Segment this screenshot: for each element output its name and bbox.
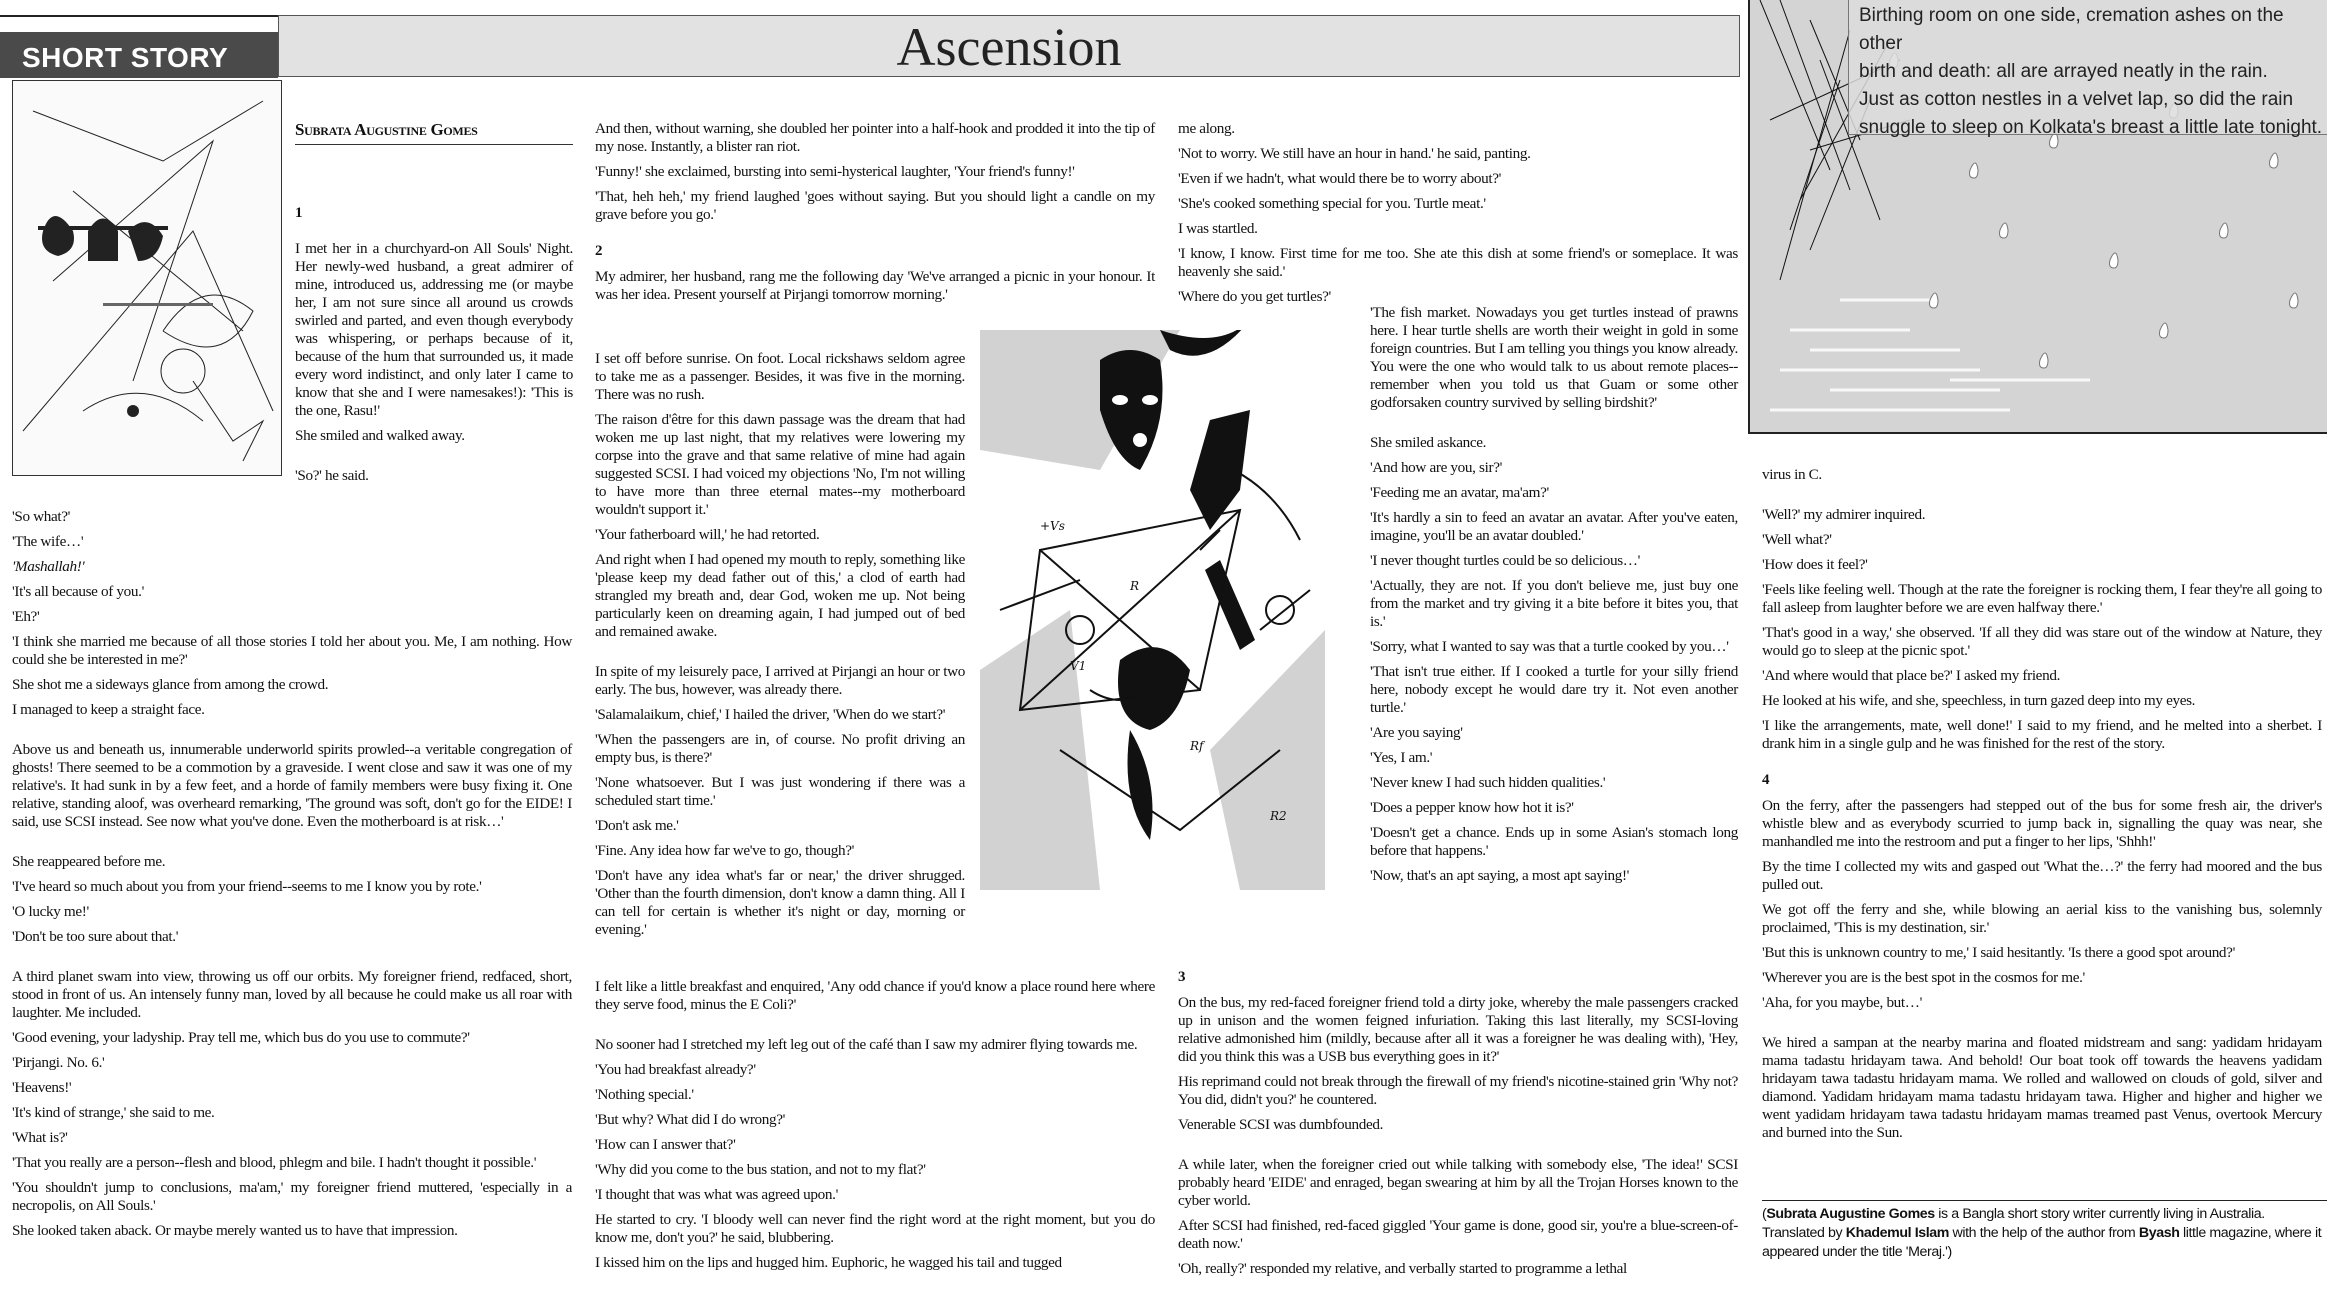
paragraph: 'So what?' bbox=[12, 508, 71, 525]
paragraph: By the time I collected my wits and gasped out 'What the…?' the ferry had moored and the bus pulled out. bbox=[1762, 858, 2322, 893]
author-bio: (Subrata Augustine Gomes is a Bangla short story writer currently living in Australia. Translated by Khademul Islam with the help of the author from Byash little magazine, where it appeared under the title 'Meraj.') bbox=[1762, 1206, 2322, 1260]
paragraph: 'Aha, for you maybe, but…' bbox=[1762, 994, 1923, 1011]
paragraph: 'When the passengers are in, of course. No profit driving an empty bus, is there?' bbox=[595, 731, 965, 766]
paragraph: And then, without warning, she doubled her pointer into a half-hook and prodded it into the tip of my nose. Instantly, a blister ran riot. bbox=[595, 120, 1155, 155]
paragraph: me along. bbox=[1178, 120, 1235, 137]
circuit-label: R2 bbox=[1270, 809, 1287, 823]
paragraph: 'Actually, they are not. If you don't believe me, just buy one from the market and try giving it a bite before it bites you, that is.' bbox=[1370, 577, 1738, 630]
paragraph: I felt like a little breakfast and enquired, 'Any odd chance if you'd know a place round here where they serve food, minus the E Coli?' bbox=[595, 978, 1155, 1013]
paragraph: 'So?' he said. bbox=[295, 467, 369, 484]
paragraph: 'Don't have any idea what's far or near,' the driver shrugged. 'Other than the fourth dimension, don't know a damn thing. All I can tell for certain is whether it's night or day, morning or evening.' bbox=[595, 867, 965, 938]
column-2-top bbox=[595, 120, 1155, 311]
paragraph: 'And how are you, sir?' bbox=[1370, 459, 1502, 476]
paragraph: 'She's cooked something special for you. Turtle meat.' bbox=[1178, 195, 1486, 212]
circuit-label: +Vs bbox=[1040, 519, 1065, 533]
paragraph: The raison d'être for this dawn passage was the dream that had woken me up last night, that my relatives were lowering my corpse into the grave and that same relative of mine had again suggested SCSI. I had voiced my objections 'No, I'm not willing to have more than three eternal mates--my motherboard wouldn't support it.' bbox=[595, 411, 965, 518]
paragraph: 'How does it feel?' bbox=[1762, 556, 1868, 573]
bio-text: Translated by bbox=[1762, 1225, 1846, 1241]
paragraph: 'Even if we hadn't, what would there be to worry about?' bbox=[1178, 170, 1502, 187]
paragraph: I managed to keep a straight face. bbox=[12, 701, 205, 718]
paragraph: 'Where do you get turtles?' bbox=[1178, 288, 1331, 305]
paragraph: 'None whatsoever. But I was just wondering if there was a scheduled start time.' bbox=[595, 774, 965, 809]
paragraph: 'Nothing special.' bbox=[595, 1086, 694, 1103]
column-2-bottom bbox=[595, 978, 1155, 1279]
paragraph: 'The wife…' bbox=[12, 533, 84, 550]
section-label: SHORT STORY bbox=[22, 42, 229, 73]
paragraph: 'The fish market. Nowadays you get turtles instead of prawns here. I hear turtle shells are worth their weight in gold in some foreign countries. But I am telling you things you know already. You were the one who would talk to us about remote places--remember when you told us that Guam or some other godforsaken country survived by selling birdshit?' bbox=[1370, 304, 1738, 411]
image-caption bbox=[1848, 0, 2327, 138]
book-cover-image bbox=[12, 80, 282, 476]
bio-magazine: Byash bbox=[2138, 1225, 2180, 1241]
bio-text: little magazine, where it appeared under the title 'Meraj.') bbox=[1762, 1225, 2322, 1260]
paragraph: 'I think she married me because of all those stories I told her about you. Me, I am nothing. How could she be interested in me?' bbox=[12, 633, 572, 668]
paragraph: 'Your fatherboard will,' he had retorted. bbox=[595, 526, 820, 543]
paragraph: 'Fine. Any idea how far we've to go, though?' bbox=[595, 842, 855, 859]
story-title: Ascension bbox=[896, 17, 1122, 77]
section-number: 3 bbox=[1178, 969, 1186, 985]
paragraph: 'Pirjangi. No. 6.' bbox=[12, 1054, 105, 1071]
paragraph: 'Eh?' bbox=[12, 608, 40, 625]
paragraph: 'That's good in a way,' she observed. 'If all they did was stare out of the window at Nature, they would go to sleep at the picnic spot.' bbox=[1762, 624, 2322, 659]
paragraph: 'Don't ask me.' bbox=[595, 817, 679, 834]
bio-author-name: Subrata Augustine Gomes bbox=[1766, 1206, 1935, 1222]
bio-text: with the help of the author from bbox=[1949, 1225, 2139, 1241]
paragraph: 'What is?' bbox=[12, 1129, 68, 1146]
paragraph: 'O lucky me!' bbox=[12, 903, 89, 920]
column-4 bbox=[1762, 466, 2322, 1149]
paragraph: He started to cry. 'I bloody well can never find the right word at the right moment, but you do know me, don't you?' he said, blubbering. bbox=[595, 1211, 1155, 1246]
bio-translator: Khademul Islam bbox=[1845, 1225, 1949, 1241]
paragraph: A while later, when the foreigner cried out while talking with somebody else, 'The idea!' SCSI probably heard 'EIDE' and enraged, began swearing at him by all the Trojan Horses known to the cyber world. bbox=[1178, 1156, 1738, 1209]
column-1-intro bbox=[295, 186, 573, 492]
paragraph: I was startled. bbox=[1178, 220, 1258, 237]
paragraph: She looked taken aback. Or maybe merely wanted us to have that impression. bbox=[12, 1222, 458, 1239]
paragraph: My admirer, her husband, rang me the following day 'We've arranged a picnic in your honour. It was her idea. Present yourself at Pirjangi tomorrow morning.' bbox=[595, 268, 1155, 303]
paragraph: 'It's hardly a sin to feed an avatar an avatar. After you've eaten, imagine, you'll be an avatar doubled.' bbox=[1370, 509, 1738, 544]
paragraph: She reappeared before me. bbox=[12, 853, 166, 870]
paragraph: 'Wherever you are is the best spot in the cosmos for me.' bbox=[1762, 969, 2085, 986]
column-3-top bbox=[1178, 120, 1738, 313]
paragraph: 'Well?' my admirer inquired. bbox=[1762, 506, 1926, 523]
paragraph: 'It's kind of strange,' she said to me. bbox=[12, 1104, 215, 1121]
paragraph: She smiled and walked away. bbox=[295, 427, 465, 444]
paragraph: 'Sorry, what I wanted to say was that a turtle cooked by you…' bbox=[1370, 638, 1729, 655]
column-3-bottom bbox=[1178, 950, 1738, 1285]
paragraph: In spite of my leisurely pace, I arrived at Pirjangi an hour or two early. The bus, however, was already there. bbox=[595, 663, 965, 698]
paragraph: 'I like the arrangements, mate, well done!' I said to my friend, and he melted into a sherbet. I drank him in a single gulp and he was finished for the rest of the story. bbox=[1762, 717, 2322, 752]
column-2-narrow bbox=[595, 350, 965, 946]
paragraph: We hired a sampan at the nearby marina and floated midstream and sang: yadidam hridayam mama tadastu hridayam tawa. And behold! Our boat took off towards the heavens yadidam hridayam tawa tadastu hridayam mama. We rolled and wallowed on clouds of gold, silver and diamond. Yadidam hridayam mama tadastu hridayam tawa. Higher and higher and higher we went yadidam hridayam tawa tadastu hridayam mamas treamed past Venus, overtook Mercury and burned into the Sun. bbox=[1762, 1034, 2322, 1141]
caption-line: Just as cotton nestles in a velvet lap, so did the rain bbox=[1859, 89, 2294, 110]
paragraph: 'I've heard so much about you from your friend--seems to me I know you by rote.' bbox=[12, 878, 482, 895]
circuit-label: V1 bbox=[1070, 659, 1087, 673]
paragraph: 'Well what?' bbox=[1762, 531, 1832, 548]
paragraph: After SCSI had finished, red-faced giggled 'Your game is done, good sir, you're a blue-screen-of-death now.' bbox=[1178, 1217, 1738, 1252]
paragraph: Above us and beneath us, innumerable underworld spirits prowled--a veritable congregation of ghosts! There seemed to be a commotion by a graveside. I went close and saw it was one of my relative's. It had sunk in by a few feet, and a horde of family members were busy fixing it. One relative, standing aloof, was overheard remarking, 'The ground was soft, don't go for the EIDE! I said, use SCSI instead. See now what you've done. Even the motherboard is at risk…' bbox=[12, 741, 572, 830]
paragraph: 'But why? What did I do wrong?' bbox=[595, 1111, 786, 1128]
paragraph: We got off the ferry and she, while blowing an aerial kiss to the vanishing bus, solemnly proclaimed, 'This is my destination, sir.' bbox=[1762, 901, 2322, 936]
caption-line: snuggle to sleep on Kolkata's breast a little late tonight. bbox=[1859, 117, 2323, 138]
section-number: 4 bbox=[1762, 772, 1770, 788]
circuit-figure-illustration bbox=[980, 330, 1325, 890]
caption-line: Birthing room on one side, cremation ashes on the other bbox=[1859, 5, 2284, 54]
column-left bbox=[12, 508, 572, 1247]
paragraph: 'But this is unknown country to me,' I said hesitantly. 'Is there a good spot around?' bbox=[1762, 944, 2235, 961]
byline-rule bbox=[295, 144, 573, 145]
paragraph: 'That, heh heh,' my friend laughed 'goes without saying. But you should light a candle on my grave before you go.' bbox=[595, 188, 1155, 223]
paragraph: 'Good evening, your ladyship. Pray tell me, which bus do you use to commute?' bbox=[12, 1029, 470, 1046]
paragraph: 'Doesn't get a chance. Ends up in some Asian's stomach long before that happens.' bbox=[1370, 824, 1738, 859]
paragraph: virus in C. bbox=[1762, 466, 1822, 483]
paragraph: 'How can I answer that?' bbox=[595, 1136, 736, 1153]
top-rule bbox=[0, 15, 278, 17]
paragraph: On the ferry, after the passengers had stepped out of the bus for some fresh air, the driver's whistle blew and as everybody scurried to jump back in, signalling the quay was near, she manhandled me into the restroom and put a finger to her lips, 'Shhh!' bbox=[1762, 797, 2322, 850]
bio-rule bbox=[1762, 1200, 2327, 1201]
paragraph: His reprimand could not break through the firewall of my friend's nicotine-stained grin 'Why not? You did, didn't you?' he countered. bbox=[1178, 1073, 1738, 1108]
paragraph: 'Does a pepper know how hot it is?' bbox=[1370, 799, 1574, 816]
paragraph: 'I never thought turtles could be so delicious…' bbox=[1370, 552, 1641, 569]
paragraph: 'Now, that's an apt saying, a most apt saying!' bbox=[1370, 867, 1630, 884]
paragraph: I met her in a churchyard-on All Souls' Night. Her newly-wed husband, a great admirer of mine, introduced us, addressing me (or maybe her, I am not sure since all around us crowds swirled and parted, and even though everybody was whispering, or perhaps because of it, because of the hum that surrounded us, it made every word indistinct, and only later I came to know that she and I were namesakes!): 'This is the one, Rasu!' bbox=[295, 240, 573, 419]
paragraph: I set off before sunrise. On foot. Local rickshaws seldom agree to take me as a passenger. Besides, it was five in the morning. There was no rush. bbox=[595, 350, 965, 403]
paragraph: 'That isn't true either. If I cooked a turtle for your silly friend here, nobody except he would dare try it. Not even another turtle.' bbox=[1370, 663, 1738, 716]
paragraph: 'Salamalaikum, chief,' I hailed the driver, 'When do we start?' bbox=[595, 706, 946, 723]
paragraph: 'Feels like feeling well. Though at the rate the foreigner is rocking them, I fear they're all going to fall asleep from laughter before we are even halfway there.' bbox=[1762, 581, 2322, 616]
paragraph: And right when I had opened my mouth to reply, something like 'please keep my dead father out of this,' a clod of earth had strangled my breath and, dear God, woken me up. Not being particularly keen on dreaming again, I had jumped out of bed and remained awake. bbox=[595, 551, 965, 640]
paragraph: Venerable SCSI was dumbfounded. bbox=[1178, 1116, 1384, 1133]
paragraph: On the bus, my red-faced foreigner friend told a dirty joke, whereby the male passengers cracked up in unison and the women feigned infuriation. Taking this last literally, my SCSI-loving relative admonished him (mildly, because after all it was a foreigner he was dealing with), 'Hey, did you think this was a USB bus everything goes in it?' bbox=[1178, 994, 1738, 1065]
paragraph: She smiled askance. bbox=[1370, 434, 1487, 451]
circuit-label: R bbox=[1130, 579, 1140, 593]
column-3-narrow bbox=[1370, 304, 1738, 892]
paragraph: 'I know, I know. First time for me too. She ate this dish at some friend's or someplace. It was heavenly she said.' bbox=[1178, 245, 1738, 280]
paragraph: 'Oh, really?' responded my relative, and verbally started to programme a lethal bbox=[1178, 1260, 1627, 1277]
paragraph: I kissed him on the lips and hugged him. Euphoric, he wagged his tail and tugged bbox=[595, 1254, 1062, 1271]
bio-text: is a Bangla short story writer currently living in Australia. bbox=[1934, 1206, 2265, 1222]
paragraph: She shot me a sideways glance from among the crowd. bbox=[12, 676, 329, 693]
paragraph: 'And where would that place be?' I asked my friend. bbox=[1762, 667, 2061, 684]
paragraph: No sooner had I stretched my left leg out of the café than I saw my admirer flying towards me. bbox=[595, 1036, 1138, 1053]
circuit-label: Rf bbox=[1190, 739, 1204, 753]
paragraph: He looked at his wife, and she, speechless, in turn gazed deep into my eyes. bbox=[1762, 692, 2196, 709]
paragraph: A third planet swam into view, throwing us off our orbits. My foreigner friend, redfaced, short, stood in front of us. An intensely funny man, loved by all because he could make us all roar with laughter. Me included. bbox=[12, 968, 572, 1021]
section-number: 1 bbox=[295, 205, 303, 221]
paragraph: 'It's all because of you.' bbox=[12, 583, 144, 600]
paragraph: 'Not to worry. We still have an hour in hand.' he said, panting. bbox=[1178, 145, 1531, 162]
paragraph: 'Are you saying' bbox=[1370, 724, 1463, 741]
paragraph: 'Funny!' she exclaimed, bursting into semi-hysterical laughter, 'Your friend's funny!' bbox=[595, 163, 1075, 180]
paragraph: 'Yes, I am.' bbox=[1370, 749, 1433, 766]
paragraph: 'Never knew I had such hidden qualities.' bbox=[1370, 774, 1606, 791]
author-byline: Subrata Augustine Gomes bbox=[295, 120, 478, 139]
paragraph: 'Why did you come to the bus station, and not to my flat?' bbox=[595, 1161, 926, 1178]
paragraph: 'That you really are a person--flesh and blood, phlegm and bile. I hadn't thought it possible.' bbox=[12, 1154, 537, 1171]
paragraph: 'Don't be too sure about that.' bbox=[12, 928, 179, 945]
caption-line: birth and death: all are arrayed neatly in the rain. bbox=[1859, 61, 2268, 82]
paragraph: 'I thought that was what was agreed upon.' bbox=[595, 1186, 838, 1203]
paragraph: 'Feeding me an avatar, ma'am?' bbox=[1370, 484, 1549, 501]
paragraph: 'Heavens!' bbox=[12, 1079, 72, 1096]
paragraph: 'You shouldn't jump to conclusions, ma'am,' my foreigner friend muttered, 'especially in a necropolis, on All Souls.' bbox=[12, 1179, 572, 1214]
paragraph: 'Mashallah!' bbox=[12, 558, 85, 575]
paragraph: 'You had breakfast already?' bbox=[595, 1061, 756, 1078]
section-number: 2 bbox=[595, 243, 603, 259]
